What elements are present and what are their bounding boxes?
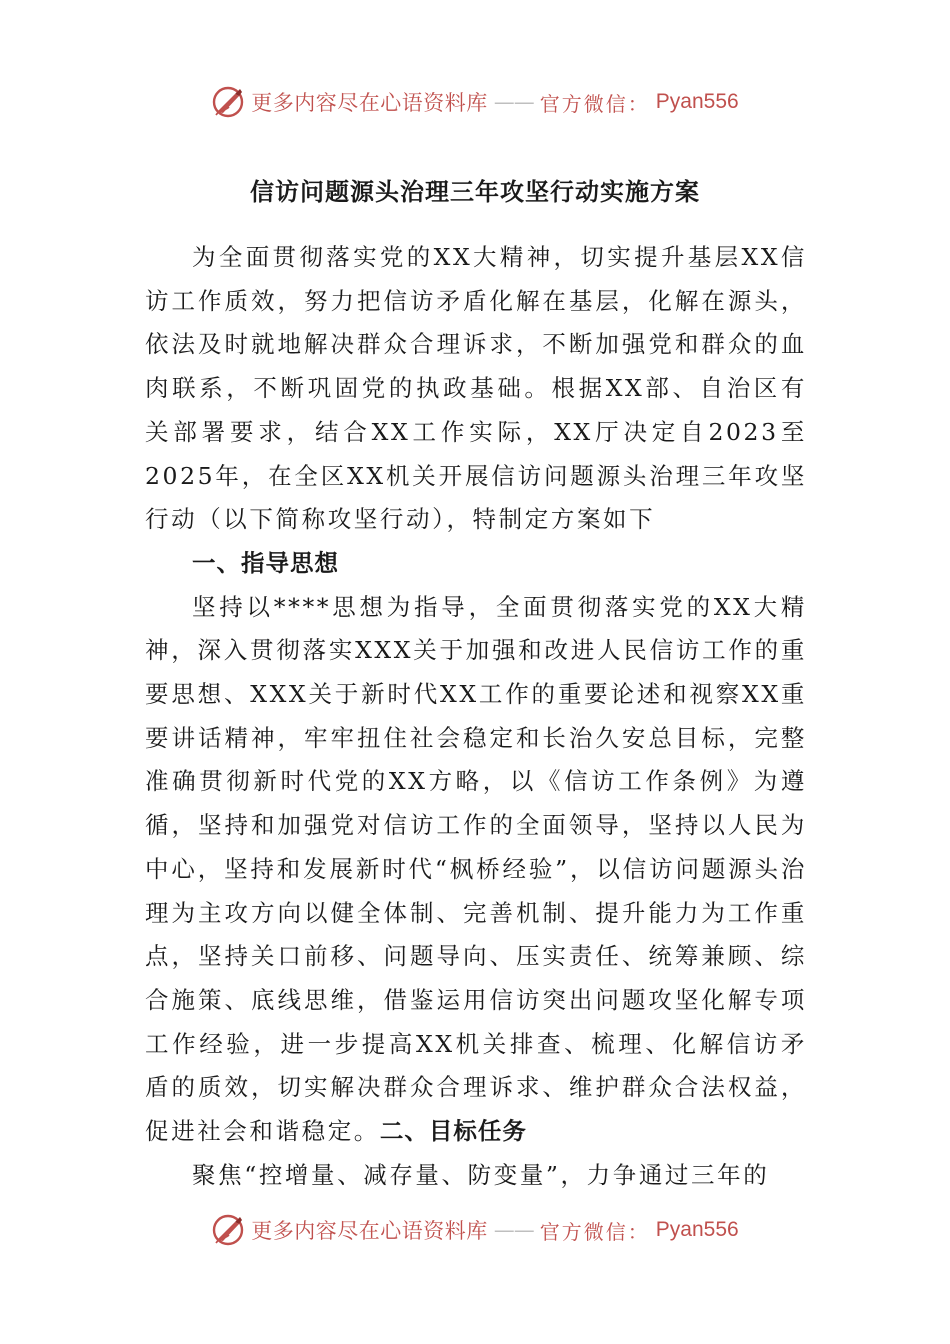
banner-wechat-label: 官方微信： [539, 91, 650, 116]
pen-logo-icon [211, 85, 245, 119]
section-paragraph-goals-tasks: 聚焦“控增量、减存量、防变量”，力争通过三年的 [192, 1160, 770, 1189]
banner-separator: —— [493, 1218, 534, 1242]
section1-body-text: 坚持以****思想为指导，全面贯彻落实党的XX大精神，深入贯彻落实XXX关于加强和改进人民信访工作的重要思想、XXX关于新时代XX工作的重要论述和视察XX重要讲话精神，牢牢扭住社会稳定和长治久安总目标，完整准确贯彻新时代党的XX方略，以《信访工作条例》为遵循，坚持和加强党对信访工作的全面领导，坚持以人民为中心，坚持和发展新时代“枫桥经验”，以信访问题源头治理为主攻方向以健全体制、完善机制、提升能力为工作重点，坚持关口前移、问题导向、压实责任、统筹兼顾、综合施策、底线思维，借鉴运用信访突出问题攻坚化解专项工作经验，进一步提高XX机关排查、梳理、化解信访矛盾的质效，切实解决群众合理诉求、维护群众合法权益，促进社会和谐稳定。 [145, 592, 807, 1146]
banner-brand-text: 更多内容尽在心语资料库 [251, 1219, 488, 1243]
section-heading-goals-tasks: 二、目标任务 [379, 1117, 527, 1146]
pen-logo-icon [211, 1213, 245, 1247]
footer-banner [0, 1210, 950, 1250]
banner-brand-text: 更多内容尽在心语资料库 [251, 91, 488, 115]
banner-wechat-id: Pyan556 [655, 90, 739, 113]
banner-wechat-label: 官方微信： [539, 1219, 650, 1244]
document-title: 信访问题源头治理三年攻坚行动实施方案 [250, 177, 700, 206]
document-body [145, 236, 807, 1197]
section-heading-guiding-ideology: 一、指导思想 [192, 548, 339, 577]
banner-separator: —— [493, 90, 534, 114]
section-paragraph-guiding-ideology [145, 586, 807, 1154]
intro-paragraph: 为全面贯彻落实党的XX大精神，切实提升基层XX信访工作质效，努力把信访矛盾化解在基层，化解在源头，依法及时就地解决群众合理诉求，不断加强党和群众的血肉联系，不断巩固党的执政基础。根据XX部、自治区有关部署要求，结合XX工作实际，XX厅决定自2023至2025年，在全区XX机关开展信访问题源头治理三年攻坚行动（以下简称攻坚行动），特制定方案如下 [145, 243, 807, 534]
banner-wechat-id: Pyan556 [655, 1218, 739, 1241]
header-banner [0, 82, 950, 122]
